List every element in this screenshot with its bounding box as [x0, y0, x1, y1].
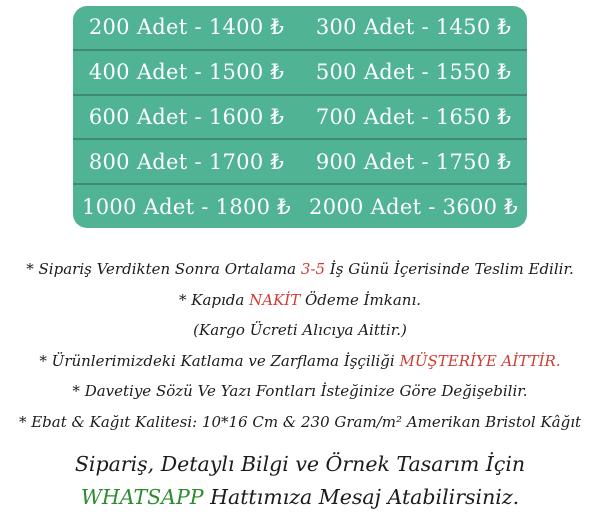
text-run: İş Günü İçerisinde Teslim Edilir. — [325, 260, 574, 278]
note-line — [0, 346, 600, 377]
note-line — [0, 285, 600, 316]
price-row — [73, 49, 527, 94]
price-cell: 2000 Adet - 3600 ₺ — [309, 194, 518, 219]
price-row — [73, 6, 527, 49]
text-run: * Sipariş Verdikten Sonra Ortalama — [26, 260, 301, 278]
price-cell: 300 Adet - 1450 ₺ — [315, 15, 512, 40]
text-run: * Davetiye Sözü Ve Yazı Fontları İsteğinize Göre Değişebilir. — [72, 382, 528, 401]
price-cell: 200 Adet - 1400 ₺ — [88, 15, 285, 40]
text-run: Hattımıza Mesaj Atabilirsiniz. — [203, 485, 520, 509]
price-row — [73, 94, 527, 139]
price-row — [73, 183, 527, 228]
price-table — [73, 6, 527, 228]
highlighted-text: MÜŞTERİYE AİTTİR. — [399, 351, 561, 370]
price-cell: 800 Adet - 1700 ₺ — [88, 149, 285, 174]
footer-section — [0, 448, 600, 514]
price-cell: 1000 Adet - 1800 ₺ — [82, 194, 291, 219]
price-cell: 400 Adet - 1500 ₺ — [88, 60, 285, 85]
price-cell: 600 Adet - 1600 ₺ — [88, 104, 285, 129]
highlighted-text: NAKİT — [249, 290, 301, 309]
note-line — [0, 315, 600, 346]
price-cell: 900 Adet - 1750 ₺ — [315, 149, 512, 174]
note-line — [0, 254, 600, 285]
text-run: Ödeme İmkanı. — [300, 290, 422, 309]
price-cell: 500 Adet - 1550 ₺ — [315, 60, 512, 85]
text-run: * Ebat & Kağıt Kalitesi: 10*16 Cm & 230 Gram/m² Amerikan Bristol Kâğıt — [18, 412, 582, 431]
notes-section — [0, 254, 600, 438]
footer-line-2 — [0, 481, 600, 514]
text-run: * Ürünlerimizdeki Katlama ve Zarflama İşçiliği — [39, 351, 400, 370]
price-cell: 700 Adet - 1650 ₺ — [315, 104, 512, 129]
text-run: * Kapıda — [178, 290, 250, 309]
note-line — [0, 376, 600, 407]
note-line — [0, 407, 600, 438]
highlighted-text: WHATSAPP — [80, 485, 204, 509]
text-run: (Kargo Ücreti Alıcıya Aittir.) — [193, 321, 407, 340]
highlighted-text: 3-5 — [300, 260, 326, 278]
footer-line-1: Sipariş, Detaylı Bilgi ve Örnek Tasarım İçin — [74, 452, 526, 476]
price-row — [73, 138, 527, 183]
